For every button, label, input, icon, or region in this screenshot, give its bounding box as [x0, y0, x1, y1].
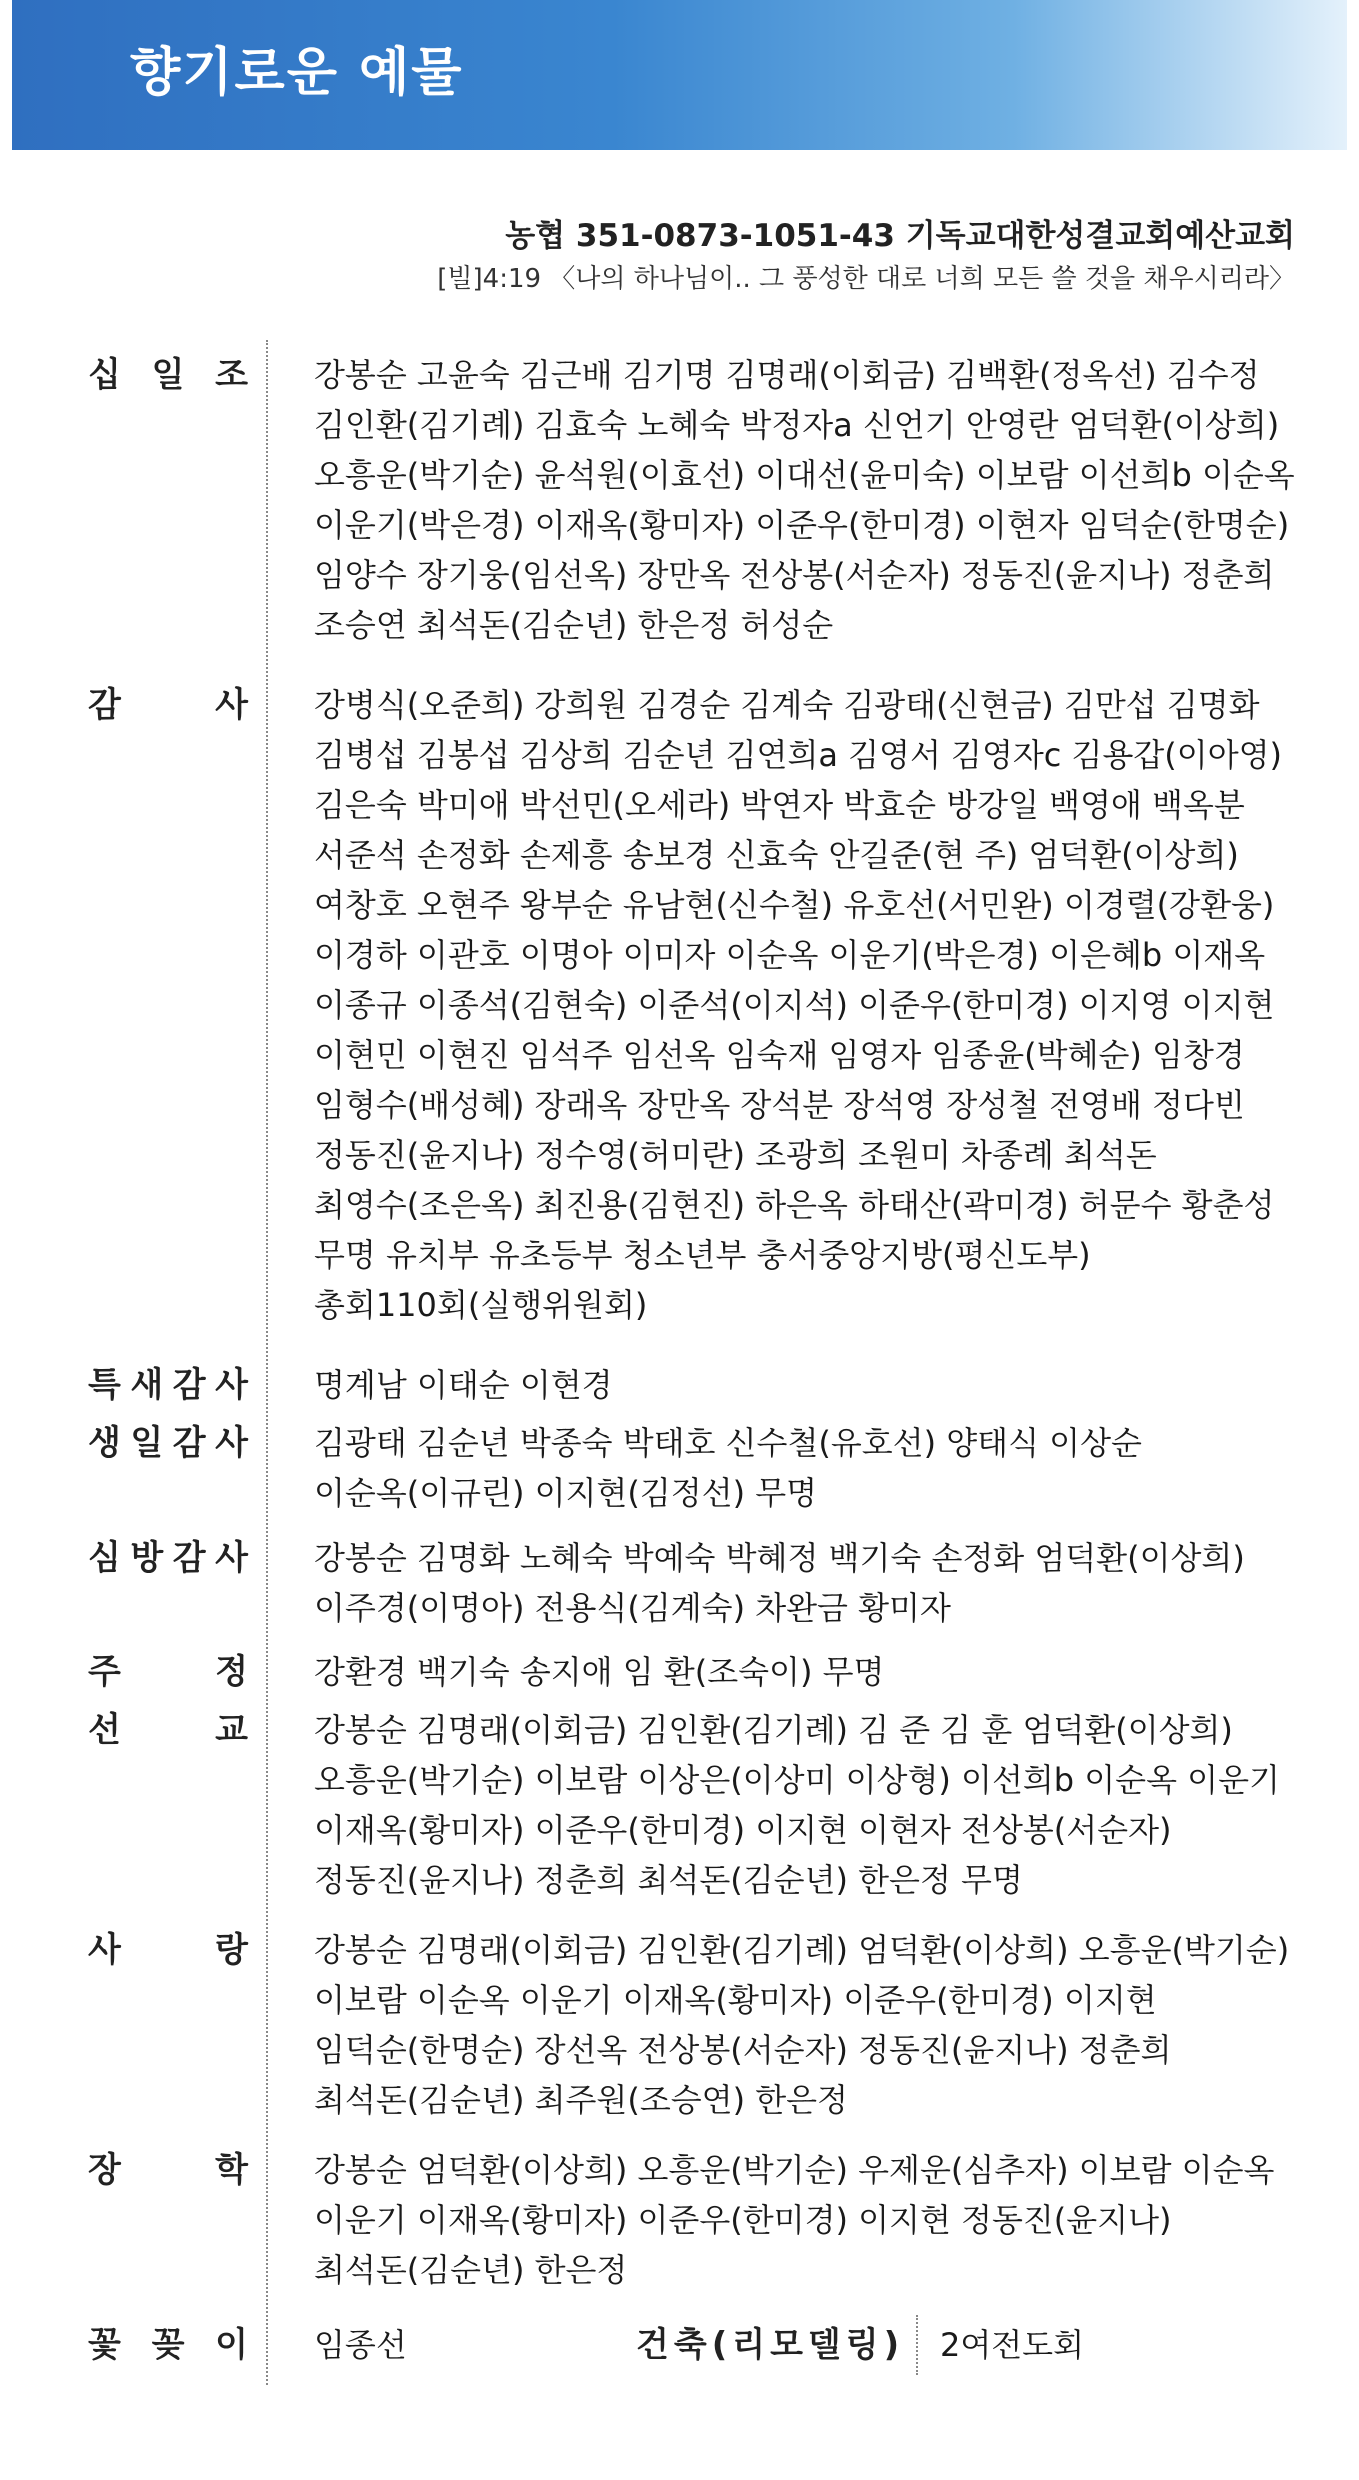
section-label-char: 꽂 [151, 2325, 185, 2365]
section-label [88, 1418, 248, 1468]
donor-names [314, 350, 1314, 650]
donor-line: 최영수(조은옥) 최진용(김현진) 하은옥 하태산(곽미경) 허문수 황춘성 [314, 1186, 1275, 1224]
section-label-char: 선 [88, 1710, 121, 1750]
header-banner [12, 0, 1347, 150]
donor-line: 이종규 이종석(김현숙) 이준석(이지석) 이준우(한미경) 이지영 이지현 [314, 986, 1275, 1024]
donor-line: 이현민 이현진 임석주 임선옥 임숙재 임영자 임종윤(박혜순) 임창경 [314, 1036, 1245, 1074]
section-label-char: 조 [215, 355, 248, 395]
section-label-char: 사 [215, 1538, 248, 1578]
donor-line: 총회110회(실행위원회) [314, 1286, 648, 1324]
building-label: 건축(리모델링) [636, 2325, 905, 2365]
donor-line: 여창호 오현주 왕부순 유남현(신수철) 유호선(서민완) 이경렬(강환웅) [314, 886, 1275, 924]
donor-line: 임덕순(한명순) 장선옥 전상봉(서순자) 정동진(윤지나) 정춘희 [314, 2031, 1172, 2069]
section-label-char: 꽃 [88, 2325, 121, 2365]
section-label [88, 680, 248, 730]
bible-verse: [빌]4:19 〈나의 하나님이.. 그 풍성한 대로 너희 모든 쓸 것을 채우시리라〉 [437, 264, 1295, 294]
section-label-char: 심 [88, 1538, 121, 1578]
donor-line: 조승연 최석돈(김순년) 한은정 허성순 [314, 606, 834, 644]
section-label-char: 특 [88, 1365, 121, 1405]
page-title: 향기로운 예물 [130, 43, 464, 103]
donor-line: 이운기 이재옥(황미자) 이준우(한미경) 이지현 정동진(윤지나) [314, 2201, 1172, 2239]
donor-line: 오흥운(박기순) 이보람 이상은(이상미 이상형) 이선희b 이순옥 이운기 [314, 1761, 1280, 1799]
donor-line: 강봉순 엄덕환(이상희) 오흥운(박기순) 우제운(심추자) 이보람 이순옥 [314, 2151, 1275, 2189]
section-label [88, 2320, 248, 2370]
donor-line: 김은숙 박미애 박선민(오세라) 박연자 박효순 방강일 백영애 백옥분 [314, 786, 1245, 824]
section-label-char: 이 [215, 2325, 248, 2365]
section-label-char: 랑 [215, 1930, 248, 1970]
donor-names [314, 1360, 1314, 1410]
bank-account: 농협 351-0873-1051-43 기독교대한성결교회예산교회 [505, 218, 1295, 254]
section-label-char: 방 [130, 1538, 164, 1578]
section-label-char: 감 [172, 1365, 206, 1405]
section-label-char: 일 [130, 1423, 164, 1463]
donor-line: 임종선 [314, 2326, 407, 2364]
section-label [88, 2145, 248, 2195]
section-label-char: 새 [130, 1365, 164, 1405]
donor-line: 최석돈(김순년) 한은정 [314, 2251, 628, 2289]
section-label [88, 350, 248, 400]
section-label-char: 십 [88, 355, 121, 395]
donor-names [314, 2145, 1314, 2295]
section-label-char: 사 [215, 1365, 248, 1405]
section-label-char: 정 [215, 1652, 248, 1692]
donor-names [314, 680, 1314, 1330]
donor-names [314, 1925, 1314, 2125]
donor-line: 강봉순 고윤숙 김근배 김기명 김명래(이회금) 김백환(정옥선) 김수정 [314, 356, 1260, 394]
section-label-char: 사 [215, 1423, 248, 1463]
donor-line: 정동진(윤지나) 정수영(허미란) 조광희 조원미 차종례 최석돈 [314, 1136, 1157, 1174]
donor-names [314, 1705, 1314, 1905]
section-label-char: 감 [172, 1538, 206, 1578]
section-label-char: 주 [88, 1652, 121, 1692]
donor-line: 강병식(오준희) 강희원 김경순 김계숙 김광태(신현금) 김만섭 김명화 [314, 686, 1260, 724]
donor-line: 강환경 백기숙 송지애 임 환(조숙이) 무명 [314, 1653, 885, 1691]
section-label-char: 감 [88, 685, 121, 725]
donor-line: 서준석 손정화 손제흥 송보경 신효숙 안길준(현 주) 엄덕환(이상희) [314, 836, 1239, 874]
donor-line: 김인환(김기례) 김효숙 노혜숙 박정자a 신언기 안영란 엄덕환(이상희) [314, 406, 1280, 444]
donor-line: 임형수(배성혜) 장래옥 장만옥 장석분 장석영 장성철 전영배 정다빈 [314, 1086, 1245, 1124]
section-label-char: 교 [215, 1710, 248, 1750]
building-value: 2여전도회 [940, 2326, 1085, 2364]
section-label-char: 사 [215, 685, 248, 725]
section-label [88, 1705, 248, 1755]
donor-line: 이보람 이순옥 이운기 이재옥(황미자) 이준우(한미경) 이지현 [314, 1981, 1157, 2019]
donor-line: 강봉순 김명화 노혜숙 박예숙 박혜정 백기숙 손정화 엄덕환(이상희) [314, 1539, 1245, 1577]
section-label-char: 일 [151, 355, 185, 395]
donor-line: 김병섭 김봉섭 김상희 김순년 김연희a 김영서 김영자c 김용갑(이아영) [314, 736, 1283, 774]
section-label-char: 장 [88, 2150, 121, 2190]
section-label [88, 1647, 248, 1697]
donor-line: 김광태 김순년 박종숙 박태호 신수철(유호선) 양태식 이상순 [314, 1424, 1142, 1462]
section-label-char: 사 [88, 1930, 121, 1970]
donor-line: 임양수 장기웅(임선옥) 장만옥 전상봉(서순자) 정동진(윤지나) 정춘희 [314, 556, 1275, 594]
donor-line: 이경하 이관호 이명아 이미자 이순옥 이운기(박은경) 이은혜b 이재옥 [314, 936, 1266, 974]
donor-line: 이운기(박은경) 이재옥(황미자) 이준우(한미경) 이현자 임덕순(한명순) [314, 506, 1290, 544]
donor-line: 정동진(윤지나) 정춘희 최석돈(김순년) 한은정 무명 [314, 1861, 1023, 1899]
donor-line: 강봉순 김명래(이회금) 김인환(김기례) 엄덕환(이상희) 오흥운(박기순) [314, 1931, 1290, 1969]
donor-line: 이주경(이명아) 전용식(김계숙) 차완금 황미자 [314, 1589, 951, 1627]
section-label [88, 1533, 248, 1583]
section-label [88, 1360, 248, 1410]
donor-line: 강봉순 김명래(이회금) 김인환(김기례) 김 준 김 훈 엄덕환(이상희) [314, 1711, 1233, 1749]
donor-line: 오흥운(박기순) 윤석원(이효선) 이대선(윤미숙) 이보람 이선희b 이순옥 [314, 456, 1295, 494]
donor-names [314, 1647, 1314, 1697]
section-label-char: 생 [88, 1423, 121, 1463]
donor-line: 명계남 이태순 이현경 [314, 1366, 613, 1404]
donor-line: 이순옥(이규린) 이지현(김정선) 무명 [314, 1474, 818, 1512]
donor-names [314, 1418, 1314, 1518]
section-label [88, 1925, 248, 1975]
section-label-char: 학 [215, 2150, 248, 2190]
donor-names [314, 1533, 1314, 1633]
column-divider [266, 340, 268, 2385]
donor-line: 이재옥(황미자) 이준우(한미경) 이지현 이현자 전상봉(서순자) [314, 1811, 1172, 1849]
donor-line: 무명 유치부 유초등부 청소년부 충서중앙지방(평신도부) [314, 1236, 1091, 1274]
section-label-char: 감 [172, 1423, 206, 1463]
donor-line: 최석돈(김순년) 최주원(조승연) 한은정 [314, 2081, 848, 2119]
